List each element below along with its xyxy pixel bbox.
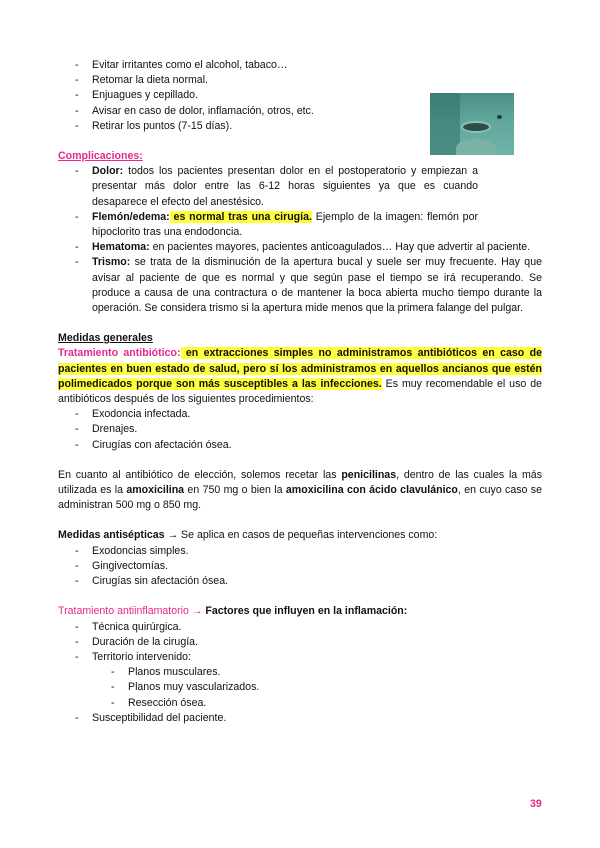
list-item: - Flemón/edema: es normal tras una cirugía. Ejemplo de la imagen: flemón por hipoclorito tras una endodoncia. <box>58 210 478 240</box>
antiinflamatorio-paragraph <box>58 604 542 619</box>
list-item: - Exodoncias simples. <box>58 544 542 559</box>
complicaciones-list <box>58 164 478 240</box>
list-item: - Trismo: se trata de la disminución de la apertura bucal y suele ser muy frecuente. Hay que avisar al paciente de que es normal y que según pase el tiempo se irá recuperando. Se produce a causa de una contractura o de mantener la boca abierta mucho tiempo durante la operación. Se considera trismo si la apertura mide menos que la primera falange del pulgar. <box>58 255 542 316</box>
highlight-flemon: es normal tras una cirugía. <box>169 210 312 223</box>
factores-list-cont <box>58 711 542 726</box>
antisepticas-list <box>58 544 542 590</box>
term-trismo: Trismo: <box>92 256 131 269</box>
antiinflamatorio-label: Tratamiento antiinflamatorio → <box>58 605 203 618</box>
complicaciones-top <box>58 164 542 240</box>
antibiotico-eleccion-paragraph: En cuanto al antibiótico de elección, solemos recetar las penicilinas, dentro de las cuales la más utilizada es la amoxicilina en 750 mg o bien la amoxicilina con ácido clavulánico, en cuyo caso se administran 500 mg o 850 mg. <box>58 468 542 512</box>
list-item: - Duración de la cirugía. <box>58 635 542 650</box>
list-item: - Retirar los puntos (7-15 días). <box>58 119 542 134</box>
antibiotico-paragraph: Tratamiento antibiótico: en extracciones simples no administramos antibióticos en caso de pacientes en buen estado de salud, pero sí los administramos en aquellos ancianos que estén polimedicados porque son más susceptibles a las infecciones. Es muy recomendable el uso de antibióticos después de los siguientes procedimientos: <box>58 347 542 406</box>
list-item: - Drenajes. <box>58 422 542 437</box>
document-page <box>58 58 542 726</box>
factores-list <box>58 620 542 666</box>
territorio-sublist <box>58 665 542 711</box>
list-item: - Resección ósea. <box>58 696 542 711</box>
list-item: - Enjuagues y cepillado. <box>58 88 542 103</box>
antibiotico-label: Tratamiento antibiótico: <box>58 347 181 360</box>
complicaciones-list-cont <box>58 240 542 316</box>
page-number: 39 <box>530 798 542 810</box>
term-hematoma: Hematoma: <box>92 241 150 254</box>
list-item: - Cirugías sin afectación ósea. <box>58 574 542 589</box>
factores-heading: Factores que influyen en la inflamación: <box>202 605 408 618</box>
list-item: - Susceptibilidad del paciente. <box>58 711 542 726</box>
list-item: - Gingivectomías. <box>58 559 542 574</box>
medidas-generales-title: Medidas generales <box>58 332 153 345</box>
list-item: - Dolor: todos los pacientes presentan dolor en el postoperatorio y empiezan a presentar más dolor entre las 6-12 horas siguientes ya que es cuando desaparece el efecto del anestésico. <box>58 164 478 210</box>
complicaciones-title: Complicaciones: <box>58 150 143 163</box>
antibiotico-highlight: en extracciones simples no administramos antibióticos en caso de pacientes en buen estado de salud, pero sí los administramos en aquellos ancianos que estén polimedicados porque son más susceptibles a las infecciones. <box>58 347 542 390</box>
list-item: - Técnica quirúrgica. <box>58 620 542 635</box>
list-item: - Evitar irritantes como el alcohol, tabaco… <box>58 58 542 73</box>
list-item: - Hematoma: en pacientes mayores, pacientes anticoagulados… Hay que advertir al paciente. <box>58 240 542 255</box>
list-item: - Cirugías con afectación ósea. <box>58 438 542 453</box>
patient-photo <box>430 93 514 155</box>
list-item: - Avisar en caso de dolor, inflamación, otros, etc. <box>58 104 542 119</box>
list-item: - Planos muy vascularizados. <box>58 680 542 695</box>
term-flemon: Flemón/edema: <box>92 210 170 223</box>
antisepticas-paragraph: Medidas antisépticas → Se aplica en casos de pequeñas intervenciones como: <box>58 529 438 542</box>
procedimientos-list <box>58 407 542 453</box>
antisepticas-label: Medidas antisépticas <box>58 529 165 542</box>
list-item: - Exodoncia infectada. <box>58 407 542 422</box>
list-item: - Territorio intervenido: <box>58 650 542 665</box>
penicilinas: penicilinas <box>341 468 397 481</box>
amoxicilina-clavulanico: amoxicilina con ácido clavulánico <box>285 484 458 497</box>
amoxicilina: amoxicilina <box>126 484 185 497</box>
list-item: - Planos musculares. <box>58 665 542 680</box>
list-item: - Retomar la dieta normal. <box>58 73 542 88</box>
term-dolor: Dolor: <box>92 165 124 178</box>
